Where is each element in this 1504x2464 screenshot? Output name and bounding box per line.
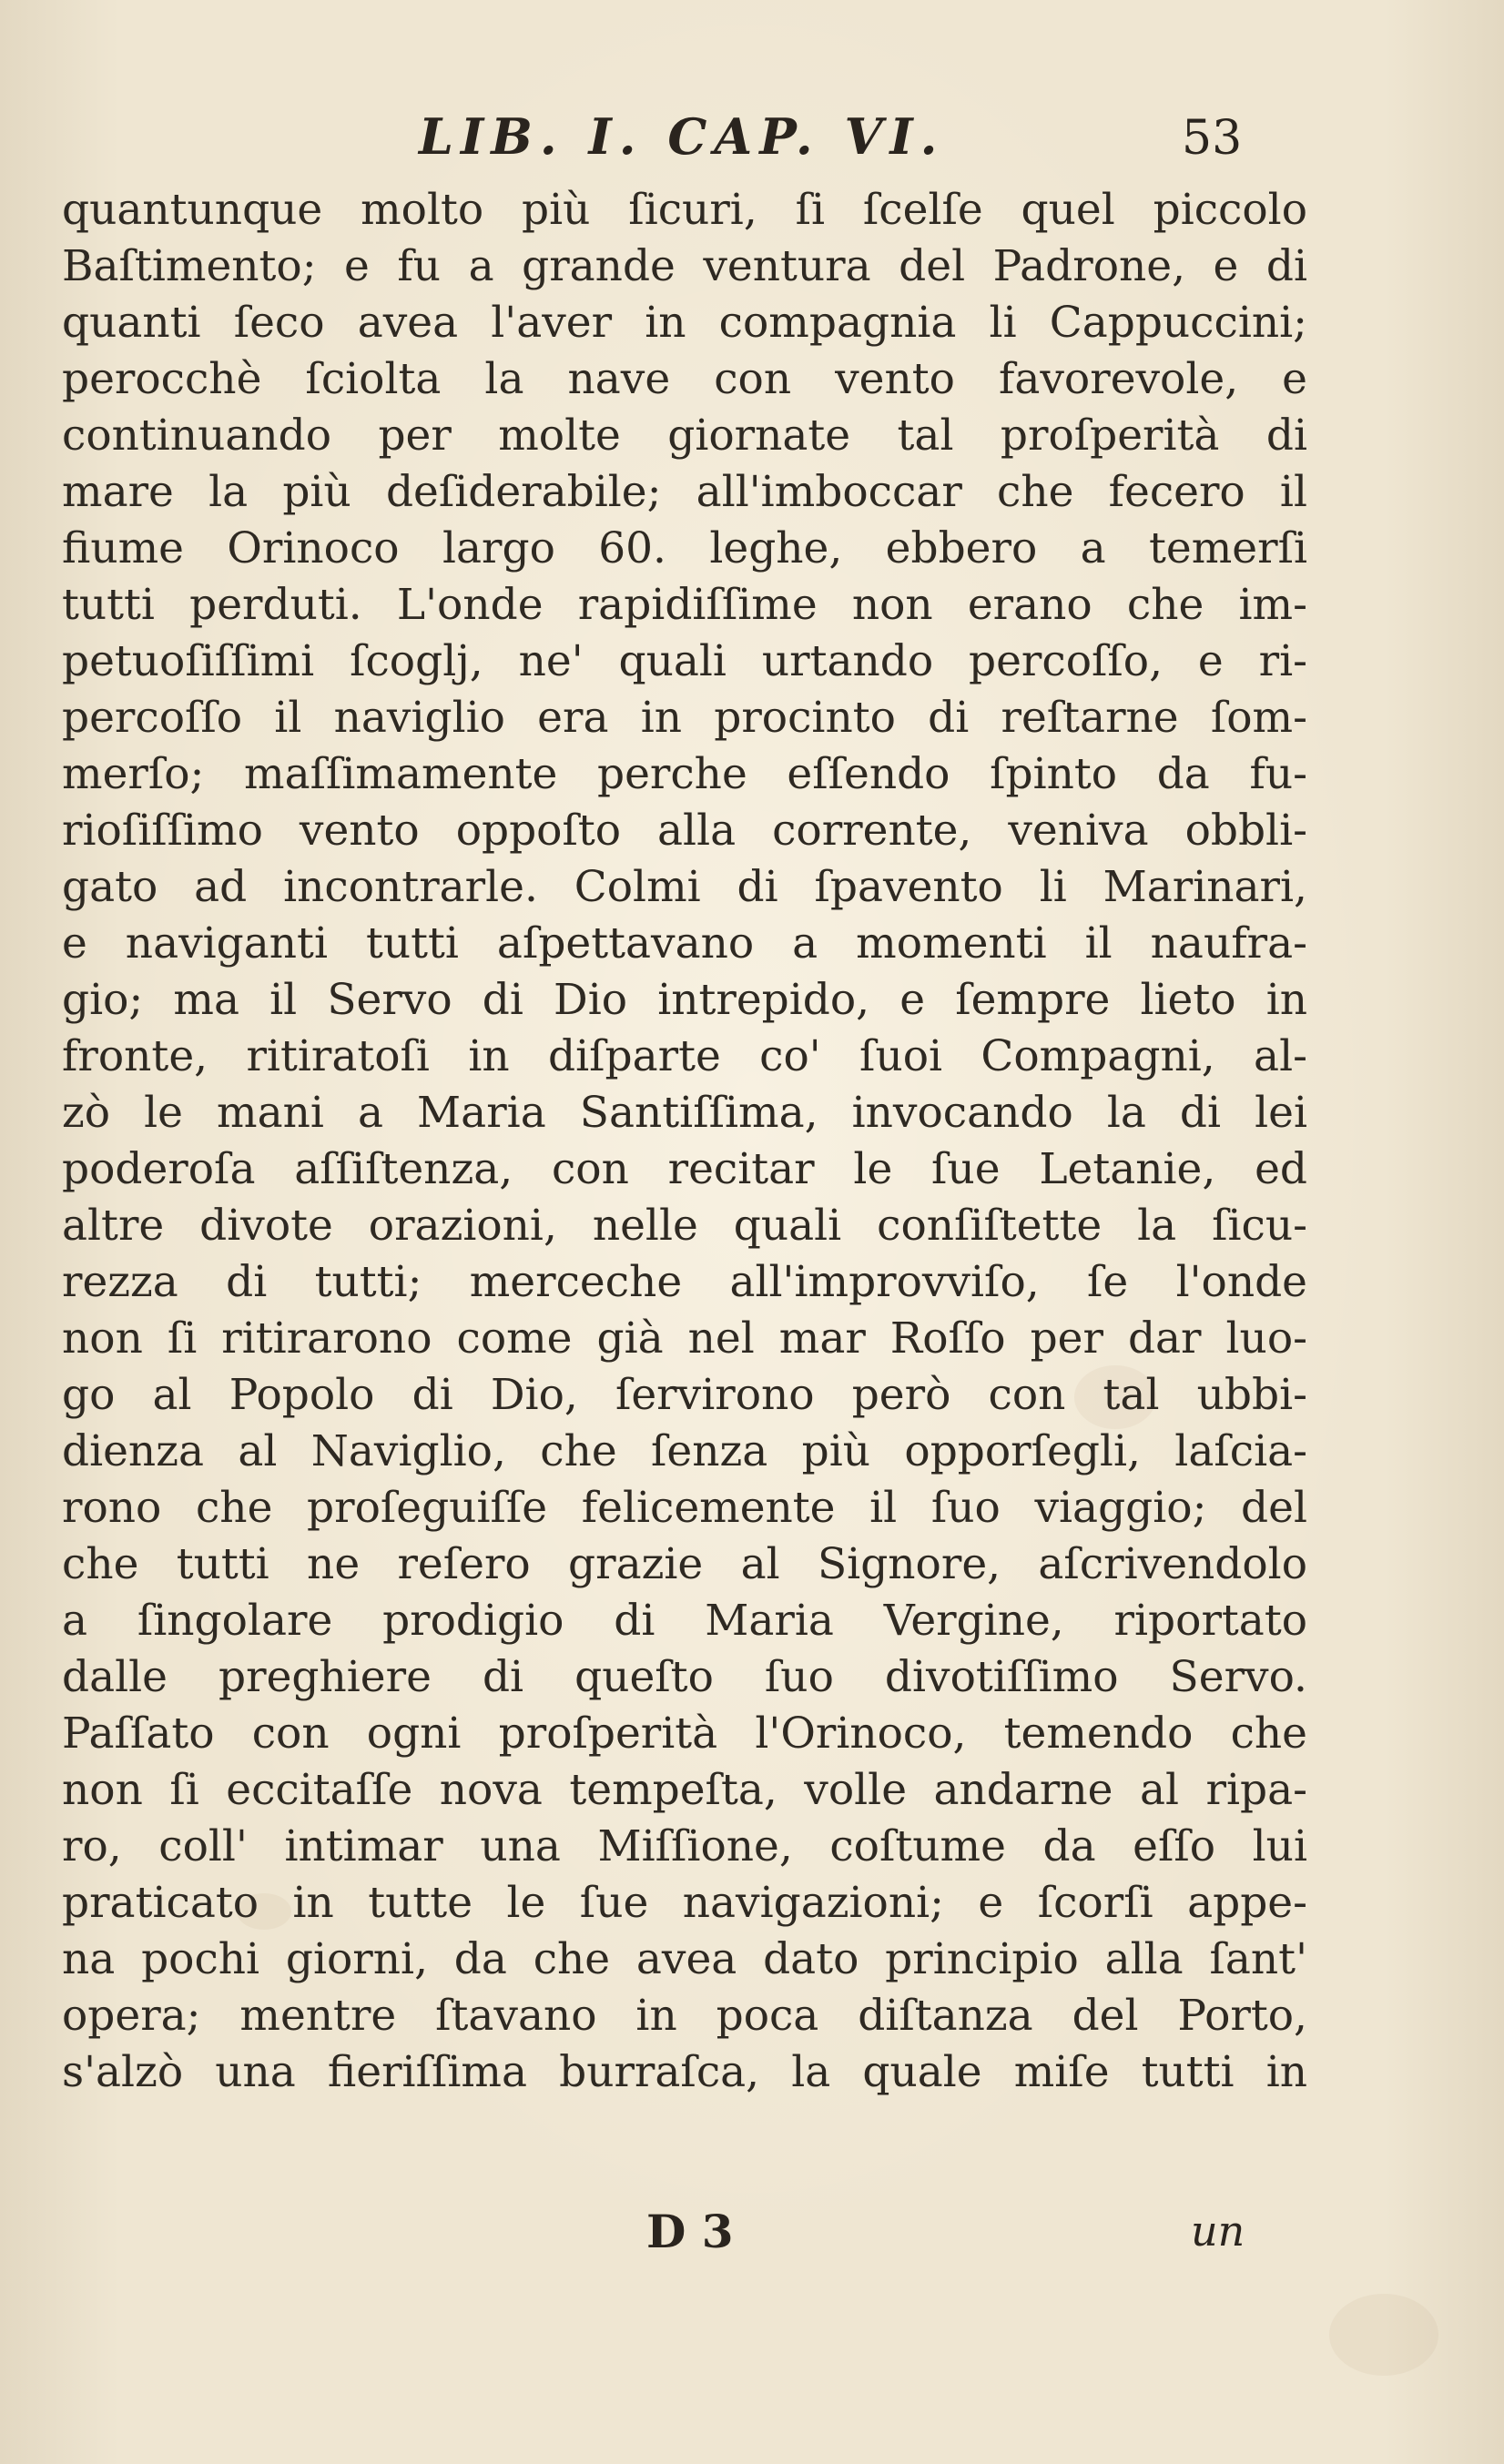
text-line: Baſtimento; e fu a grande ventura del Padrone, e di <box>62 241 1307 291</box>
text-line: tutti perduti. L'onde rapidiſſime non erano che im- <box>62 580 1307 630</box>
text-line: Paſſato con ogni proſperità l'Orinoco, temendo che <box>62 1709 1307 1759</box>
text-line: fronte, ritiratoſi in diſparte co' ſuoi Compagni, al- <box>62 1031 1307 1081</box>
text-line: non ſi ritirarono come già nel mar Roſſo per dar luo- <box>62 1313 1307 1364</box>
text-line: rioſiſſimo vento oppoſto alla corrente, veniva obbli- <box>62 806 1307 856</box>
text-line: altre divote orazioni, nelle quali conſiſtette la ſicu- <box>62 1201 1307 1251</box>
text-line: fiume Orinoco largo 60. leghe, ebbero a temerſi <box>62 523 1307 573</box>
paper-stain <box>1329 2294 1438 2376</box>
text-line: quanti ſeco avea l'aver in compagnia li Cappuccini; <box>62 298 1307 348</box>
text-line: mare la più deſiderabile; all'imboccar che fecero il <box>62 467 1307 517</box>
text-line: che tutti ne reſero grazie al Signore, aſcrivendolo <box>62 1539 1307 1589</box>
catchword: un <box>1191 2206 1245 2256</box>
text-line: s'alzò una fieriſſima burraſca, la quale miſe tutti in <box>62 2047 1307 2097</box>
text-line: percoſſo il naviglio era in procinto di reſtarne ſom- <box>62 693 1307 743</box>
text-line: e naviganti tutti aſpettavano a momenti il naufra- <box>62 918 1307 968</box>
page-number: 53 <box>1182 111 1243 166</box>
text-line: a ſingolare prodigio di Maria Vergine, riportato <box>62 1596 1307 1646</box>
text-line: poderoſa aſſiſtenza, con recitar le ſue Letanie, ed <box>62 1144 1307 1194</box>
text-line: non ſi eccitaſſe nova tempeſta, volle andarne al ripa- <box>62 1765 1307 1815</box>
text-line: dalle preghiere di queſto ſuo divotiſſimo Servo. <box>62 1652 1307 1702</box>
page-footer <box>64 2205 1302 2268</box>
body-text <box>62 182 1307 2101</box>
signature-mark: D 3 <box>646 2205 734 2258</box>
text-line: ro, coll' intimar una Miſſione, coſtume da eſſo lui <box>62 1821 1307 1871</box>
text-line: opera; mentre ſtavano in poca diſtanza del Porto, <box>62 1991 1307 2041</box>
text-line: merſo; maſſimamente perche eſſendo ſpinto da fu- <box>62 749 1307 799</box>
text-line: rono che proſeguiſſe felicemente il ſuo viaggio; del <box>62 1483 1307 1533</box>
text-line: quantunque molto più ſicuri, ſi ſcelſe quel piccolo <box>62 185 1307 235</box>
text-line: gio; ma il Servo di Dio intrepido, e ſempre lieto in <box>62 975 1307 1025</box>
text-line: rezza di tutti; merceche all'improvviſo, ſe l'onde <box>62 1257 1307 1307</box>
running-head-title: LIB. I. CAP. VI. <box>419 107 945 166</box>
text-line: petuoſiſſimi ſcoglj, ne' quali urtando percoſſo, e ri- <box>62 636 1307 686</box>
text-line: praticato in tutte le ſue navigazioni; e ſcorſi appe- <box>62 1878 1307 1928</box>
running-head <box>64 107 1302 171</box>
text-line: gato ad incontrarle. Colmi di ſpavento li Marinari, <box>62 862 1307 912</box>
text-line: continuando per molte giornate tal proſperità di <box>62 411 1307 461</box>
text-line: zò le mani a Maria Santiſſima, invocando la di lei <box>62 1088 1307 1138</box>
text-line: na pochi giorni, da che avea dato principio alla ſant' <box>62 1934 1307 1984</box>
text-line: dienza al Naviglio, che ſenza più opporſegli, laſcia- <box>62 1426 1307 1476</box>
text-line: go al Popolo di Dio, ſervirono però con tal ubbi- <box>62 1370 1307 1420</box>
text-line: perocchè ſciolta la nave con vento favorevole, e <box>62 354 1307 404</box>
